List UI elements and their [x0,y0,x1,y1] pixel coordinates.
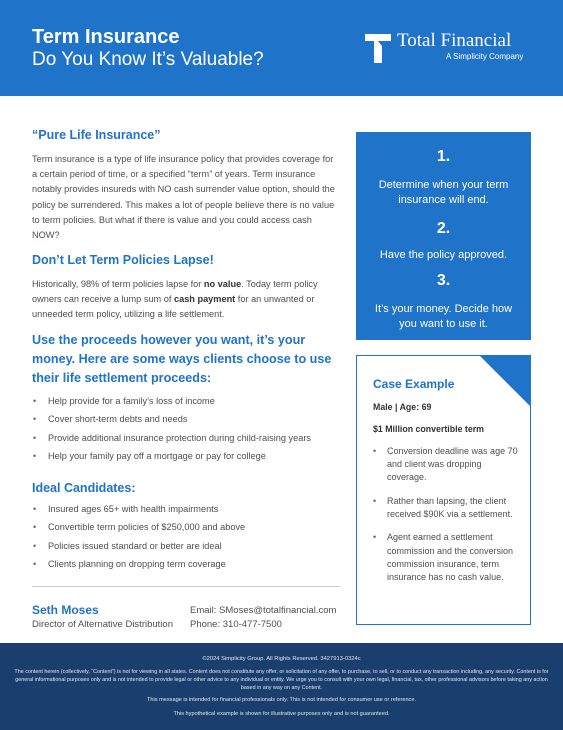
case-policy: $1 Million convertible term [373,424,484,434]
list-item: • Clients planning on dropping term coverage [32,555,342,573]
contact-divider [32,586,340,587]
lapse-body: Historically, 98% of term policies lapse for no value. Today term policy owners can receive a lump sum of cash payment for an unwanted or unneeded term policy, utilizing a life settlement. [32,279,318,320]
case-example-box [356,355,531,625]
step-3-number: 3. [436,272,451,289]
pure-life-body: Term insurance is a type of life insurance policy that provides coverage for a certain period of time, or a specified “term” of years. Term insurance notably provides insureds with NO cash surrender value option, should the policy be surrendered. This makes a lot of people believe there is no value to term policies. But what if there is value and you could access cash NOW? [32,154,335,241]
step-1-number: 1. [436,148,451,165]
list-item: • Rather than lapsing, the client received $90K via a settlement. [373,495,523,521]
case-list [373,445,523,594]
step-1-text: Determine when your term insurance will end. [378,179,509,206]
list-item: • Conversion deadline was age 70 and client was dropping coverage. [373,445,523,484]
list-item: • Agent earned a settlement commission and the conversion commission insurance, term insurance has no cash value. [373,531,523,583]
footer-professionals-note: This message is intended for financial professionals only. This is not intended for consumer use or reference. [146,697,417,703]
step-2-text: Have the policy approved. [379,249,508,261]
list-item: • Help provide for a family’s loss of income [32,392,342,410]
cash-payment-emphasis: cash payment [173,294,236,305]
case-corner-accent [479,355,531,407]
proceeds-heading: Use the proceeds however you want, it’s your money. Here are some ways clients choose to use their life settlement proceeds: [32,333,332,385]
list-item: • Policies issued standard or better are ideal [32,537,342,555]
footer-hypothetical-note: This hypothetical example is shown for illustrative purposes only and is not guaranteed. [173,711,390,717]
case-title: Case Example [373,377,455,391]
no-value-emphasis: no value [203,279,242,289]
candidates-list [32,500,342,574]
footer-disclaimer: The content herein (collectively, “Content”) is not for viewing in all states. Content does not constitute any offer, or solicitation of any offer, to purchase, to sell, or to conduct any transaction including, any security. Content is for general informational purposes only and is not intended to provide legal or other advice to any individual or entity. We urge you to consult with your own legal, financial, tax, other professional advisors before taking any action based in any way on any Content. [14,669,549,691]
logo-name: Total Financial [397,30,512,51]
contact-title: Director of Alternative Distribution [32,619,173,630]
proceeds-list [32,392,342,466]
footer [0,643,563,730]
steps-panel [356,132,531,340]
logo-t-icon [364,32,392,64]
case-client-meta: Male | Age: 69 [373,402,432,412]
step-2-number: 2. [436,220,451,237]
company-logo [364,31,534,71]
list-item: • Help your family pay off a mortgage or pay for college [32,447,342,465]
contact-name: Seth Moses [32,603,99,617]
page-title: Term Insurance [32,26,180,48]
list-item: • Cover short-term debts and needs [32,410,342,428]
step-3-text: It’s your money. Decide how you want to use it. [374,303,513,330]
logo-tagline: A Simplicity Company [446,52,524,61]
list-item: • Insured ages 65+ with health impairments [32,500,342,518]
candidates-heading: Ideal Candidates: [32,481,136,495]
page-subtitle: Do You Know It’s Valuable? [32,49,264,70]
pure-life-heading: “Pure Life Insurance” [32,128,161,142]
list-item: • Provide additional insurance protection during child-raising years [32,429,342,447]
lapse-heading: Don’t Let Term Policies Lapse! [32,253,214,267]
header-banner [0,0,563,96]
list-item: • Convertible term policies of $250,000 and above [32,518,342,536]
footer-copyright: ©2024 Simplicity Group. All Rights Reserved. 3427913-0324c [202,656,361,662]
contact-phone[interactable]: Phone: 310-477-7500 [190,619,282,630]
contact-email[interactable]: Email: SMoses@totalfinancial.com [190,605,337,616]
